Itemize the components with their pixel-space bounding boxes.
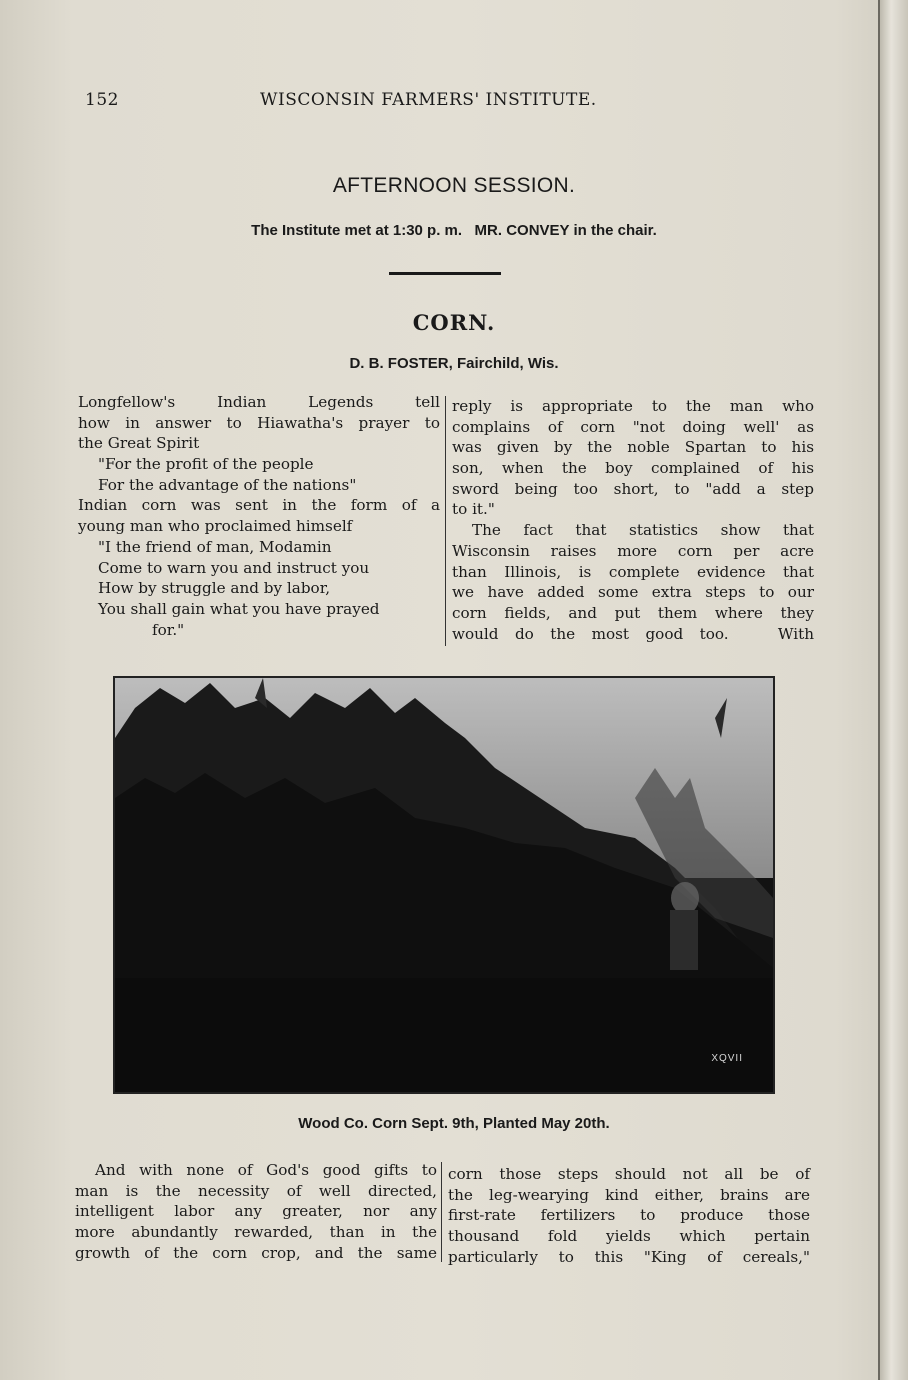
article-author: D. B. FOSTER, Fairchild, Wis. (349, 355, 559, 372)
running-title: WISCONSIN FARMERS' INSTITUTE. (260, 90, 597, 110)
text-line: man is the necessity of well directed, (75, 1181, 437, 1200)
plate-mark: XQVII (711, 1053, 743, 1064)
text-line: Wisconsin raises more corn per acre (452, 541, 814, 560)
text-line: corn those steps should not all be of (448, 1165, 810, 1183)
verse-line: "I the friend of man, Modamin (98, 537, 332, 556)
article-title: CORN. (412, 310, 496, 335)
text-line: would do the most good too. With (452, 624, 814, 643)
text-line: corn fields, and put them where they (452, 603, 814, 622)
column-divider (441, 1162, 442, 1262)
text-line: the Great Spirit (78, 434, 200, 453)
left-column-bottom (75, 1160, 437, 1263)
cornfield-photo (113, 676, 775, 1094)
text-line: complains of corn "not doing well' as (452, 417, 814, 436)
verse-line: Come to warn you and instruct you (98, 558, 370, 577)
column-divider (445, 396, 446, 646)
text-line: was given by the noble Spartan to his (452, 438, 814, 457)
text-line: sword being too short, to "add a step (452, 479, 814, 498)
verse-line: for." (152, 620, 185, 639)
text-line: we have added some extra steps to our (452, 583, 814, 602)
text-line: to it." (452, 500, 495, 519)
text-line: first-rate fertilizers to produce those (448, 1206, 810, 1225)
left-column-top (78, 392, 440, 640)
verse-line: "For the profit of the people (98, 455, 314, 474)
running-header (85, 90, 805, 114)
text-line: more abundantly rewarded, than in the (75, 1223, 437, 1242)
right-column-top (452, 396, 814, 644)
page-edge (878, 0, 908, 1380)
cornfield-image (115, 678, 773, 1092)
text-line: Indian corn was sent in the form of a (78, 496, 440, 515)
photo-caption: Wood Co. Corn Sept. 9th, Planted May 20th. (298, 1115, 610, 1132)
page-number: 152 (85, 90, 119, 110)
text-line: The fact that statistics show that (472, 521, 814, 540)
text-line: intelligent labor any greater, nor any (75, 1202, 437, 1221)
text-line: And with none of God's good gifts to (95, 1161, 437, 1179)
section-rule (389, 272, 501, 275)
text-line: Longfellow's Indian Legends tell (78, 393, 440, 411)
text-line: growth of the corn crop, and the same (75, 1243, 437, 1262)
right-column-bottom (448, 1164, 810, 1267)
text-line: how in answer to Hiawatha's prayer to (78, 413, 440, 432)
verse-line: You shall gain what you have prayed (98, 599, 380, 618)
session-note: The Institute met at 1:30 p. m. MR. CONVEY in the chair. (251, 222, 657, 239)
text-line: particularly to this "King of cereals," (448, 1247, 810, 1266)
text-line: the leg-wearying kind either, brains are (448, 1185, 810, 1204)
text-line: son, when the boy complained of his (452, 459, 814, 478)
verse-line: How by struggle and by labor, (98, 579, 331, 598)
session-title: AFTERNOON SESSION. (332, 174, 576, 197)
verse-line: For the advantage of the nations" (98, 475, 357, 494)
text-line: thousand fold yields which pertain (448, 1227, 810, 1246)
text-line: reply is appropriate to the man who (452, 397, 814, 415)
text-line: than Illinois, is complete evidence that (452, 562, 814, 581)
text-line: young man who proclaimed himself (78, 517, 353, 536)
